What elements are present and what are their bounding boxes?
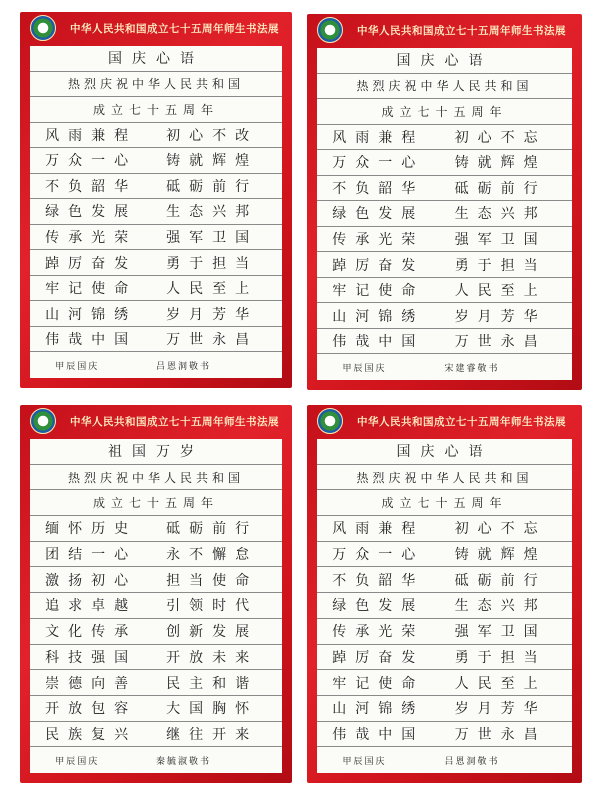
- couplet-left: 崇德向善: [45, 675, 138, 692]
- anniversary-line: 成立七十五周年: [92, 496, 219, 511]
- anniversary-row: [317, 99, 572, 125]
- couplet-left: 伟哉中国: [332, 334, 425, 351]
- couplet-right: 勇于担当: [454, 257, 547, 274]
- couplet-right: 继往开来: [166, 726, 259, 743]
- anniversary-line: 成立七十五周年: [92, 102, 219, 117]
- couplet-left: 不负韶华: [45, 178, 138, 195]
- couplet-left: 踔厉奋发: [332, 257, 425, 274]
- couplet-row: [30, 567, 282, 593]
- couplet-left: 缅怀历史: [45, 521, 138, 538]
- signature-author: 宋建睿敬书: [444, 363, 500, 374]
- couplet-left: 山河锦绣: [45, 306, 138, 323]
- couplet-left: 风雨兼程: [45, 127, 138, 144]
- poem-title: 国庆心语: [108, 51, 204, 68]
- couplet-row: [30, 516, 282, 542]
- anniversary-row: [30, 97, 282, 123]
- signature-author: 吕恩洞敬书: [156, 361, 212, 372]
- exhibition-title: 中华人民共和国成立七十五周年师生书法展: [357, 24, 566, 37]
- couplet-left: 踔厉奋发: [332, 649, 425, 666]
- couplet-right: 勇于担当: [454, 649, 547, 666]
- couplet-row: [317, 542, 572, 568]
- school-emblem-icon: [30, 408, 56, 434]
- signature-row: [317, 354, 572, 380]
- couplet-right: 引领时代: [166, 598, 259, 615]
- couplet-left: 山河锦绣: [332, 308, 425, 325]
- calligraphy-card: [20, 405, 292, 783]
- dedication-row: [317, 74, 572, 100]
- couplet-left: 团结一心: [45, 547, 138, 564]
- couplet-left: 伟哉中国: [332, 726, 425, 743]
- couplet-right: 初心不忘: [454, 129, 547, 146]
- couplet-row: [317, 150, 572, 176]
- couplet-left: 文化传承: [45, 624, 138, 641]
- couplet-left: 风雨兼程: [332, 521, 425, 538]
- poem-title-row: [30, 46, 282, 72]
- anniversary-line: 成立七十五周年: [381, 104, 508, 119]
- poem-title-row: [30, 439, 282, 465]
- dedication-line: 热烈庆祝中华人民共和国: [356, 79, 533, 94]
- couplet-right: 万世永昌: [166, 332, 259, 349]
- couplet-row: [30, 593, 282, 619]
- exhibition-title: 中华人民共和国成立七十五周年师生书法展: [70, 22, 279, 35]
- couplet-row: [317, 176, 572, 202]
- couplet-right: 人民至上: [454, 675, 547, 692]
- couplet-left: 牢记使命: [332, 283, 425, 300]
- couplet-left: 绿色发展: [332, 206, 425, 223]
- poem-title: 国庆心语: [396, 444, 493, 461]
- card-header: [307, 405, 582, 437]
- signature-row: [30, 352, 282, 378]
- couplet-left: 万众一心: [332, 547, 425, 564]
- couplet-row: [30, 670, 282, 696]
- couplet-left: 传承光荣: [332, 232, 425, 249]
- signature-date: 甲辰国庆: [342, 363, 387, 374]
- couplet-left: 不负韶华: [332, 180, 425, 197]
- couplet-right: 砥砺前行: [166, 521, 259, 538]
- signature-row: [30, 747, 282, 773]
- couplet-right: 铸就辉煌: [166, 153, 259, 170]
- couplet-row: [30, 148, 282, 174]
- calligraphy-card: [307, 405, 582, 783]
- anniversary-row: [317, 490, 572, 516]
- couplet-row: [30, 199, 282, 225]
- couplet-right: 强军卫国: [454, 624, 547, 641]
- card-header: [20, 12, 292, 44]
- couplet-row: [30, 619, 282, 645]
- couplet-right: 强军卫国: [166, 230, 259, 247]
- couplet-left: 牢记使命: [45, 281, 138, 298]
- couplet-right: 担当使命: [166, 572, 259, 589]
- couplet-row: [317, 567, 572, 593]
- couplet-right: 生态兴邦: [454, 206, 547, 223]
- dedication-row: [317, 465, 572, 491]
- couplet-row: [317, 329, 572, 355]
- couplet-row: [317, 593, 572, 619]
- couplet-row: [317, 722, 572, 748]
- couplet-left: 传承光荣: [45, 230, 138, 247]
- couplet-left: 传承光荣: [332, 624, 425, 641]
- couplet-left: 绿色发展: [332, 598, 425, 615]
- couplet-row: [30, 250, 282, 276]
- couplet-right: 创新发展: [166, 624, 259, 641]
- couplet-row: [317, 696, 572, 722]
- dedication-row: [30, 465, 282, 491]
- couplet-right: 生态兴邦: [166, 204, 259, 221]
- couplet-right: 铸就辉煌: [454, 155, 547, 172]
- card-header: [307, 14, 582, 46]
- couplet-right: 砥砺前行: [454, 572, 547, 589]
- signature-date: 甲辰国庆: [55, 756, 100, 767]
- couplet-row: [30, 327, 282, 353]
- couplet-row: [30, 174, 282, 200]
- couplet-row: [30, 301, 282, 327]
- calligraphy-paper: [30, 439, 282, 773]
- couplet-right: 民主和谐: [166, 675, 259, 692]
- couplet-right: 大国胸怀: [166, 701, 259, 718]
- couplet-right: 砥砺前行: [454, 180, 547, 197]
- couplet-left: 追求卓越: [45, 598, 138, 615]
- signature-date: 甲辰国庆: [342, 756, 387, 767]
- couplet-row: [317, 619, 572, 645]
- couplet-row: [317, 252, 572, 278]
- school-emblem-icon: [317, 17, 343, 43]
- couplet-right: 初心不改: [166, 127, 259, 144]
- calligraphy-paper: [30, 46, 282, 378]
- couplet-left: 开放包容: [45, 701, 138, 718]
- couplet-right: 勇于担当: [166, 255, 259, 272]
- calligraphy-paper: [317, 439, 572, 773]
- couplet-left: 民族复兴: [45, 726, 138, 743]
- couplet-right: 铸就辉煌: [454, 547, 547, 564]
- calligraphy-paper: [317, 48, 572, 380]
- couplet-right: 人民至上: [166, 281, 259, 298]
- couplet-right: 万世永昌: [454, 726, 547, 743]
- couplet-left: 不负韶华: [332, 572, 425, 589]
- couplet-left: 山河锦绣: [332, 701, 425, 718]
- couplet-row: [317, 278, 572, 304]
- couplet-left: 伟哉中国: [45, 332, 138, 349]
- couplet-left: 激扬初心: [45, 572, 138, 589]
- couplet-row: [317, 516, 572, 542]
- couplet-row: [317, 645, 572, 671]
- dedication-line: 热烈庆祝中华人民共和国: [67, 470, 244, 485]
- card-header: [20, 405, 292, 437]
- couplet-right: 强军卫国: [454, 232, 547, 249]
- dedication-row: [30, 72, 282, 98]
- school-emblem-icon: [317, 408, 343, 434]
- couplet-row: [30, 123, 282, 149]
- calligraphy-card: [307, 14, 582, 390]
- couplet-row: [30, 542, 282, 568]
- couplet-right: 砥砺前行: [166, 178, 259, 195]
- couplet-row: [30, 225, 282, 251]
- signature-row: [317, 747, 572, 773]
- dedication-line: 热烈庆祝中华人民共和国: [356, 470, 533, 485]
- couplet-row: [317, 227, 572, 253]
- couplet-left: 踔厉奋发: [45, 255, 138, 272]
- exhibition-title: 中华人民共和国成立七十五周年师生书法展: [357, 415, 566, 428]
- couplet-left: 绿色发展: [45, 204, 138, 221]
- signature-author: 吕恩洞敬书: [444, 756, 500, 767]
- couplet-right: 万世永昌: [454, 334, 547, 351]
- couplet-left: 牢记使命: [332, 675, 425, 692]
- couplet-right: 岁月芳华: [166, 306, 259, 323]
- couplet-left: 万众一心: [332, 155, 425, 172]
- couplet-right: 初心不忘: [454, 521, 547, 538]
- couplet-right: 岁月芳华: [454, 308, 547, 325]
- couplet-row: [30, 696, 282, 722]
- poem-title: 祖国万岁: [108, 444, 204, 461]
- poem-title: 国庆心语: [396, 53, 493, 70]
- poem-title-row: [317, 439, 572, 465]
- dedication-line: 热烈庆祝中华人民共和国: [67, 77, 244, 92]
- couplet-row: [317, 125, 572, 151]
- couplet-right: 生态兴邦: [454, 598, 547, 615]
- couplet-row: [30, 276, 282, 302]
- anniversary-line: 成立七十五周年: [381, 496, 508, 511]
- signature-date: 甲辰国庆: [55, 361, 100, 372]
- anniversary-row: [30, 490, 282, 516]
- couplet-row: [30, 645, 282, 671]
- couplet-right: 开放未来: [166, 649, 259, 666]
- exhibition-title: 中华人民共和国成立七十五周年师生书法展: [70, 415, 279, 428]
- poem-title-row: [317, 48, 572, 74]
- couplet-right: 人民至上: [454, 283, 547, 300]
- couplet-right: 岁月芳华: [454, 701, 547, 718]
- couplet-right: 永不懈怠: [166, 547, 259, 564]
- school-emblem-icon: [30, 15, 56, 41]
- couplet-row: [317, 303, 572, 329]
- couplet-left: 风雨兼程: [332, 129, 425, 146]
- signature-author: 秦毓淑敬书: [156, 756, 212, 767]
- calligraphy-card: [20, 12, 292, 388]
- couplet-left: 万众一心: [45, 153, 138, 170]
- couplet-row: [317, 670, 572, 696]
- couplet-row: [30, 722, 282, 748]
- couplet-left: 科技强国: [45, 649, 138, 666]
- couplet-row: [317, 201, 572, 227]
